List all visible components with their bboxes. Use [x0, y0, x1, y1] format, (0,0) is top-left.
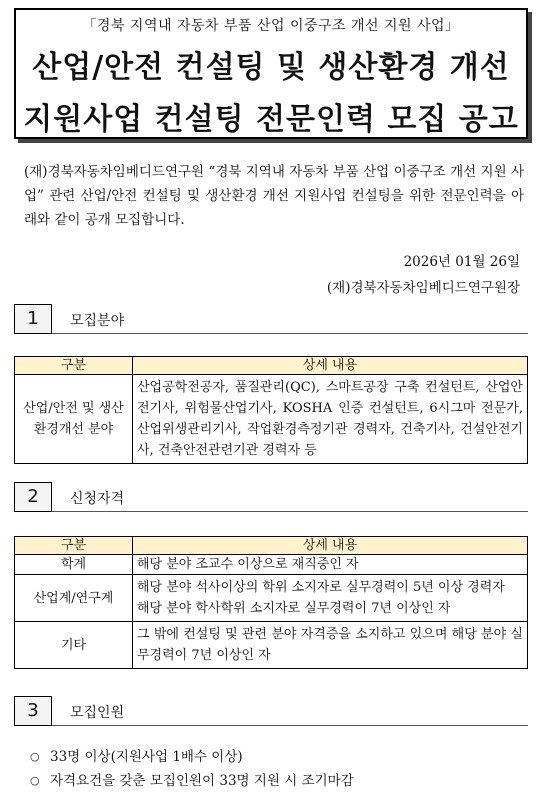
table-cell-detail: 산업공학전공자, 품질관리(QC), 스마트공장 구축 컨설턴트, 산업안전기사, 위험물산업기사, KOSHA 인증 컨설턴트, 6시그마 전문가, 산업위생관리기사, 작업환경측정기관 경력자, 건축기사, 건설안전기사, 건축안전관련기관 경력자 등 [133, 375, 528, 464]
table-cell-category: 산업계/연구계 [15, 575, 133, 622]
table-header-row [15, 357, 528, 375]
table-header-detail: 상세 내용 [133, 537, 528, 555]
section-title: 모집인원 [70, 705, 125, 721]
table-cell-category: 학계 [15, 555, 133, 575]
table-cell-category: 기타 [15, 622, 133, 669]
table-row [15, 555, 528, 575]
table-row [15, 375, 528, 464]
section-header-2 [14, 482, 528, 512]
table-header-row [15, 537, 528, 555]
section-header-1 [14, 304, 528, 334]
table-cell-detail [133, 555, 528, 575]
recruit-count-list [30, 745, 354, 793]
title-box [14, 8, 528, 139]
detail-line: 그 밖에 컨설팅 및 관련 분야 자격증을 소지하고 있으며 해당 분야 실무경력이 7년 이상인 자 [137, 627, 523, 663]
table-cell-category: 산업/안전 및 생산환경개선 분야 [15, 375, 133, 464]
intro-paragraph [24, 160, 524, 232]
list-item [30, 769, 354, 793]
table-cell-detail [133, 622, 528, 669]
section-title: 신청자격 [70, 491, 125, 507]
table-header-category: 구분 [15, 357, 133, 375]
title-subtitle: 「경북 지역내 자동차 부품 산업 이중구조 개선 지원 사업」 [82, 18, 460, 34]
list-item-text: 자격요건을 갖춘 모집인원이 33명 지원 시 조기마감 [50, 773, 354, 789]
detail-line: 해당 분야 학사학위 소지자로 실무경력이 7년 이상인 자 [137, 601, 451, 616]
detail-line: 해당 분야 조교수 이상으로 재직중인 자 [137, 557, 359, 572]
intro-text: (재)경북자동차임베디드연구원 “경북 지역내 자동차 부품 산업 이중구조 개선 지원 사업” 관련 산업/안전 컨설팅 및 생산환경 개선 지원사업 컨설팅을 위한 전문인력을 아래와 같이 공개 모집합니다. [24, 164, 524, 228]
organization-name: (재)경북자동차임베디드연구원장 [326, 280, 520, 296]
announcement-date: 2026년 01월 26일 [403, 254, 520, 270]
detail-line: 해당 분야 석사이상의 학위 소지자로 실무경력이 5년 이상 경력자 [137, 580, 505, 595]
table-header-detail: 상세 내용 [133, 357, 528, 375]
circle-bullet-icon: ○ [30, 750, 40, 763]
circle-bullet-icon: ○ [30, 774, 40, 787]
list-item-text: 33명 이상(지원사업 1배수 이상) [50, 749, 243, 765]
table-row [15, 575, 528, 622]
section-number: 3 [14, 696, 52, 726]
section-title: 모집분야 [70, 313, 125, 329]
section-number: 2 [14, 482, 52, 512]
table-cell-detail [133, 575, 528, 622]
section-header-3 [14, 696, 528, 726]
title-line-1: 산업/안전 컨설팅 및 생산환경 개선 [32, 50, 510, 85]
table-row [15, 622, 528, 669]
section-number: 1 [14, 304, 52, 334]
list-item [30, 745, 354, 769]
title-line-2: 지원사업 컨설팅 전문인력 모집 공고 [23, 102, 519, 137]
table-header-category: 구분 [15, 537, 133, 555]
recruit-field-table [14, 356, 528, 464]
qualification-table [14, 536, 528, 669]
